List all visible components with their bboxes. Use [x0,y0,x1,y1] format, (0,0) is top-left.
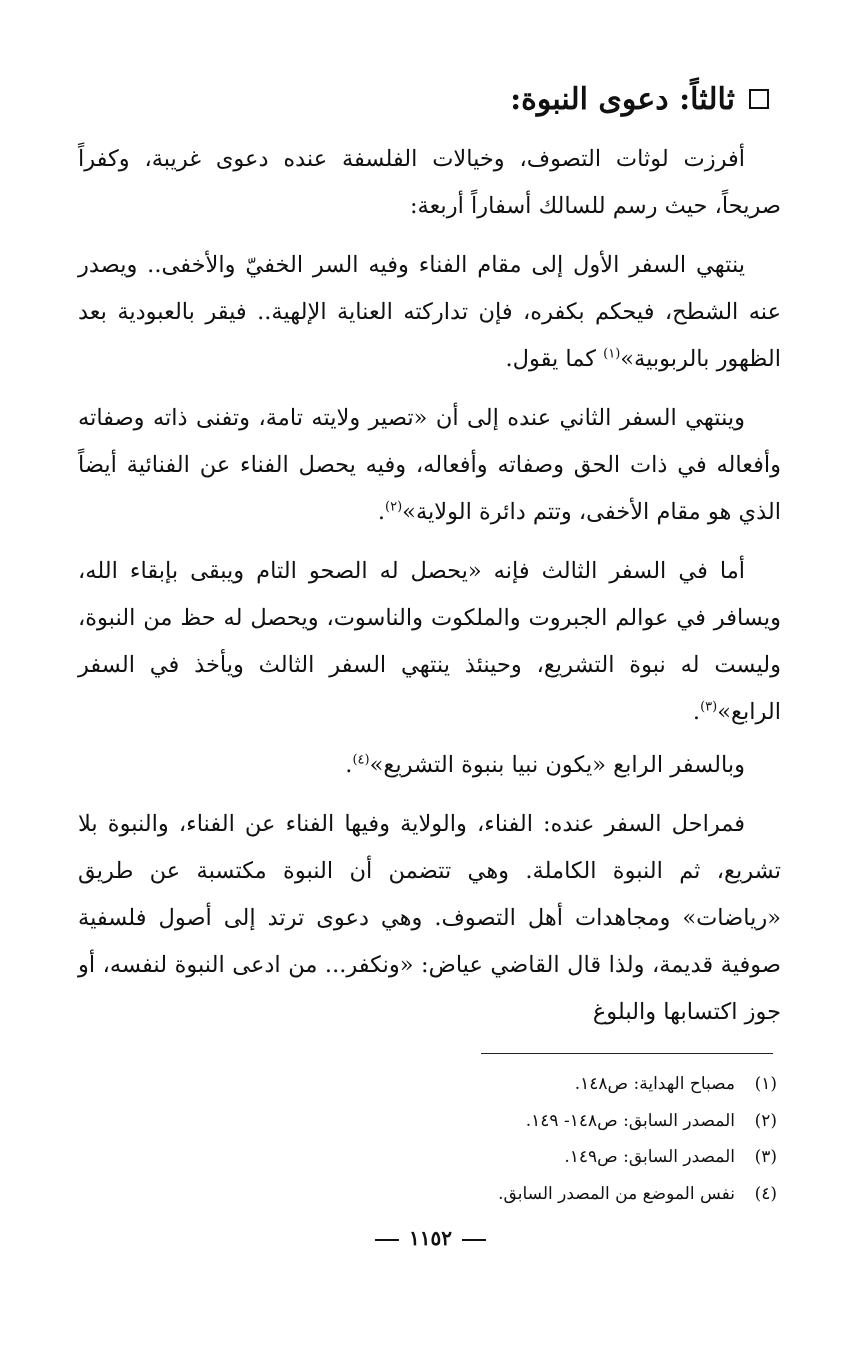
body-text [78,136,781,1048]
footnote-divider [481,1053,773,1054]
page-number-text: ١١٥٢ [409,1226,452,1250]
footnote-number: (٤) [754,1183,777,1204]
footnote-text: نفس الموضع من المصدر السابق. [498,1183,735,1204]
section-heading [80,74,769,124]
paragraph: ينتهي السفر الأول إلى مقام الفناء وفيه السر الخفيّ والأخفى.. ويصدر عنه الشطح، فيحكم بكفره، فإن تداركته العناية الإلهية.. فيقر بالعبودية بعد الظهور بالربوبية»$^{(١)}$ كما يقول. [78,252,781,372]
footnote-text: مصباح الهداية: ص١٤٨. [574,1074,735,1094]
footnote [120,1139,777,1176]
footnote-number: (٢) [754,1110,777,1131]
footnote-number: (١) [754,1074,777,1094]
footnote-text: المصدر السابق: ص١٤٩. [564,1147,735,1167]
paragraph: وبالسفر الرابع «يكون نبيا بنبوة التشريع»$^{(٤)}$. [345,752,745,778]
section-heading-text: ثالثاً: دعوى النبوة: [510,81,735,117]
page-number [0,1226,861,1250]
footnote [120,1066,777,1103]
footnote-ref: (٢) [385,499,403,515]
footnotes [120,1066,777,1212]
dash-decoration [462,1239,486,1241]
paragraph: فمراحل السفر عنده: الفناء، والولاية وفيها الفناء عن الفناء، والنبوة بلا تشريع، ثم النبوة الكاملة. وهي تتضمن أن النبوة مكتسبة عن طريق «رياضات» ومجاهدات أهل التصوف. وهي دعوى ترتد إلى أصول فلسفية صوفية قديمة، ولذا قال القاضي عياض: «ونكفر... من ادعى النبوة لنفسه، أو جوز اكتسابها والبلوغ [78,811,781,1025]
footnote-number: (٣) [754,1147,777,1167]
footnote [120,1176,777,1213]
checkbox-square-icon [749,89,769,109]
footnote-ref: (١) [603,346,621,362]
paragraph: أفرزت لوثات التصوف، وخيالات الفلسفة عنده دعوى غريبة، وكفراً صريحاً، حيث رسم للسالك أسفاراً أربعة: [78,146,781,219]
footnote [120,1103,777,1140]
footnote-text: المصدر السابق: ص١٤٨- ١٤٩. [525,1110,735,1131]
paragraph: أما في السفر الثالث فإنه «يحصل له الصحو التام ويبقى بإبقاء الله، ويسافر في عوالم الجبروت والملكوت والناسوت، ويحصل له حظ من النبوة، وليست له نبوة التشريع، وحينئذ ينتهي السفر الثالث ويأخذ في السفر الرابع»$^{(٣)}$. [78,558,781,725]
footnote-ref: (٤) [352,752,370,768]
paragraph: وينتهي السفر الثاني عنده إلى أن «تصير ولايته تامة، وتفنى ذاته وصفاته وأفعاله في ذات الحق وصفاته وأفعاله، وفيه يحصل الفناء عن الفنائية أيضاً الذي هو مقام الأخفى، وتتم دائرة الولاية»$^{(٢)}$. [78,405,781,525]
dash-decoration [375,1239,399,1241]
footnote-ref: (٣) [700,699,718,715]
